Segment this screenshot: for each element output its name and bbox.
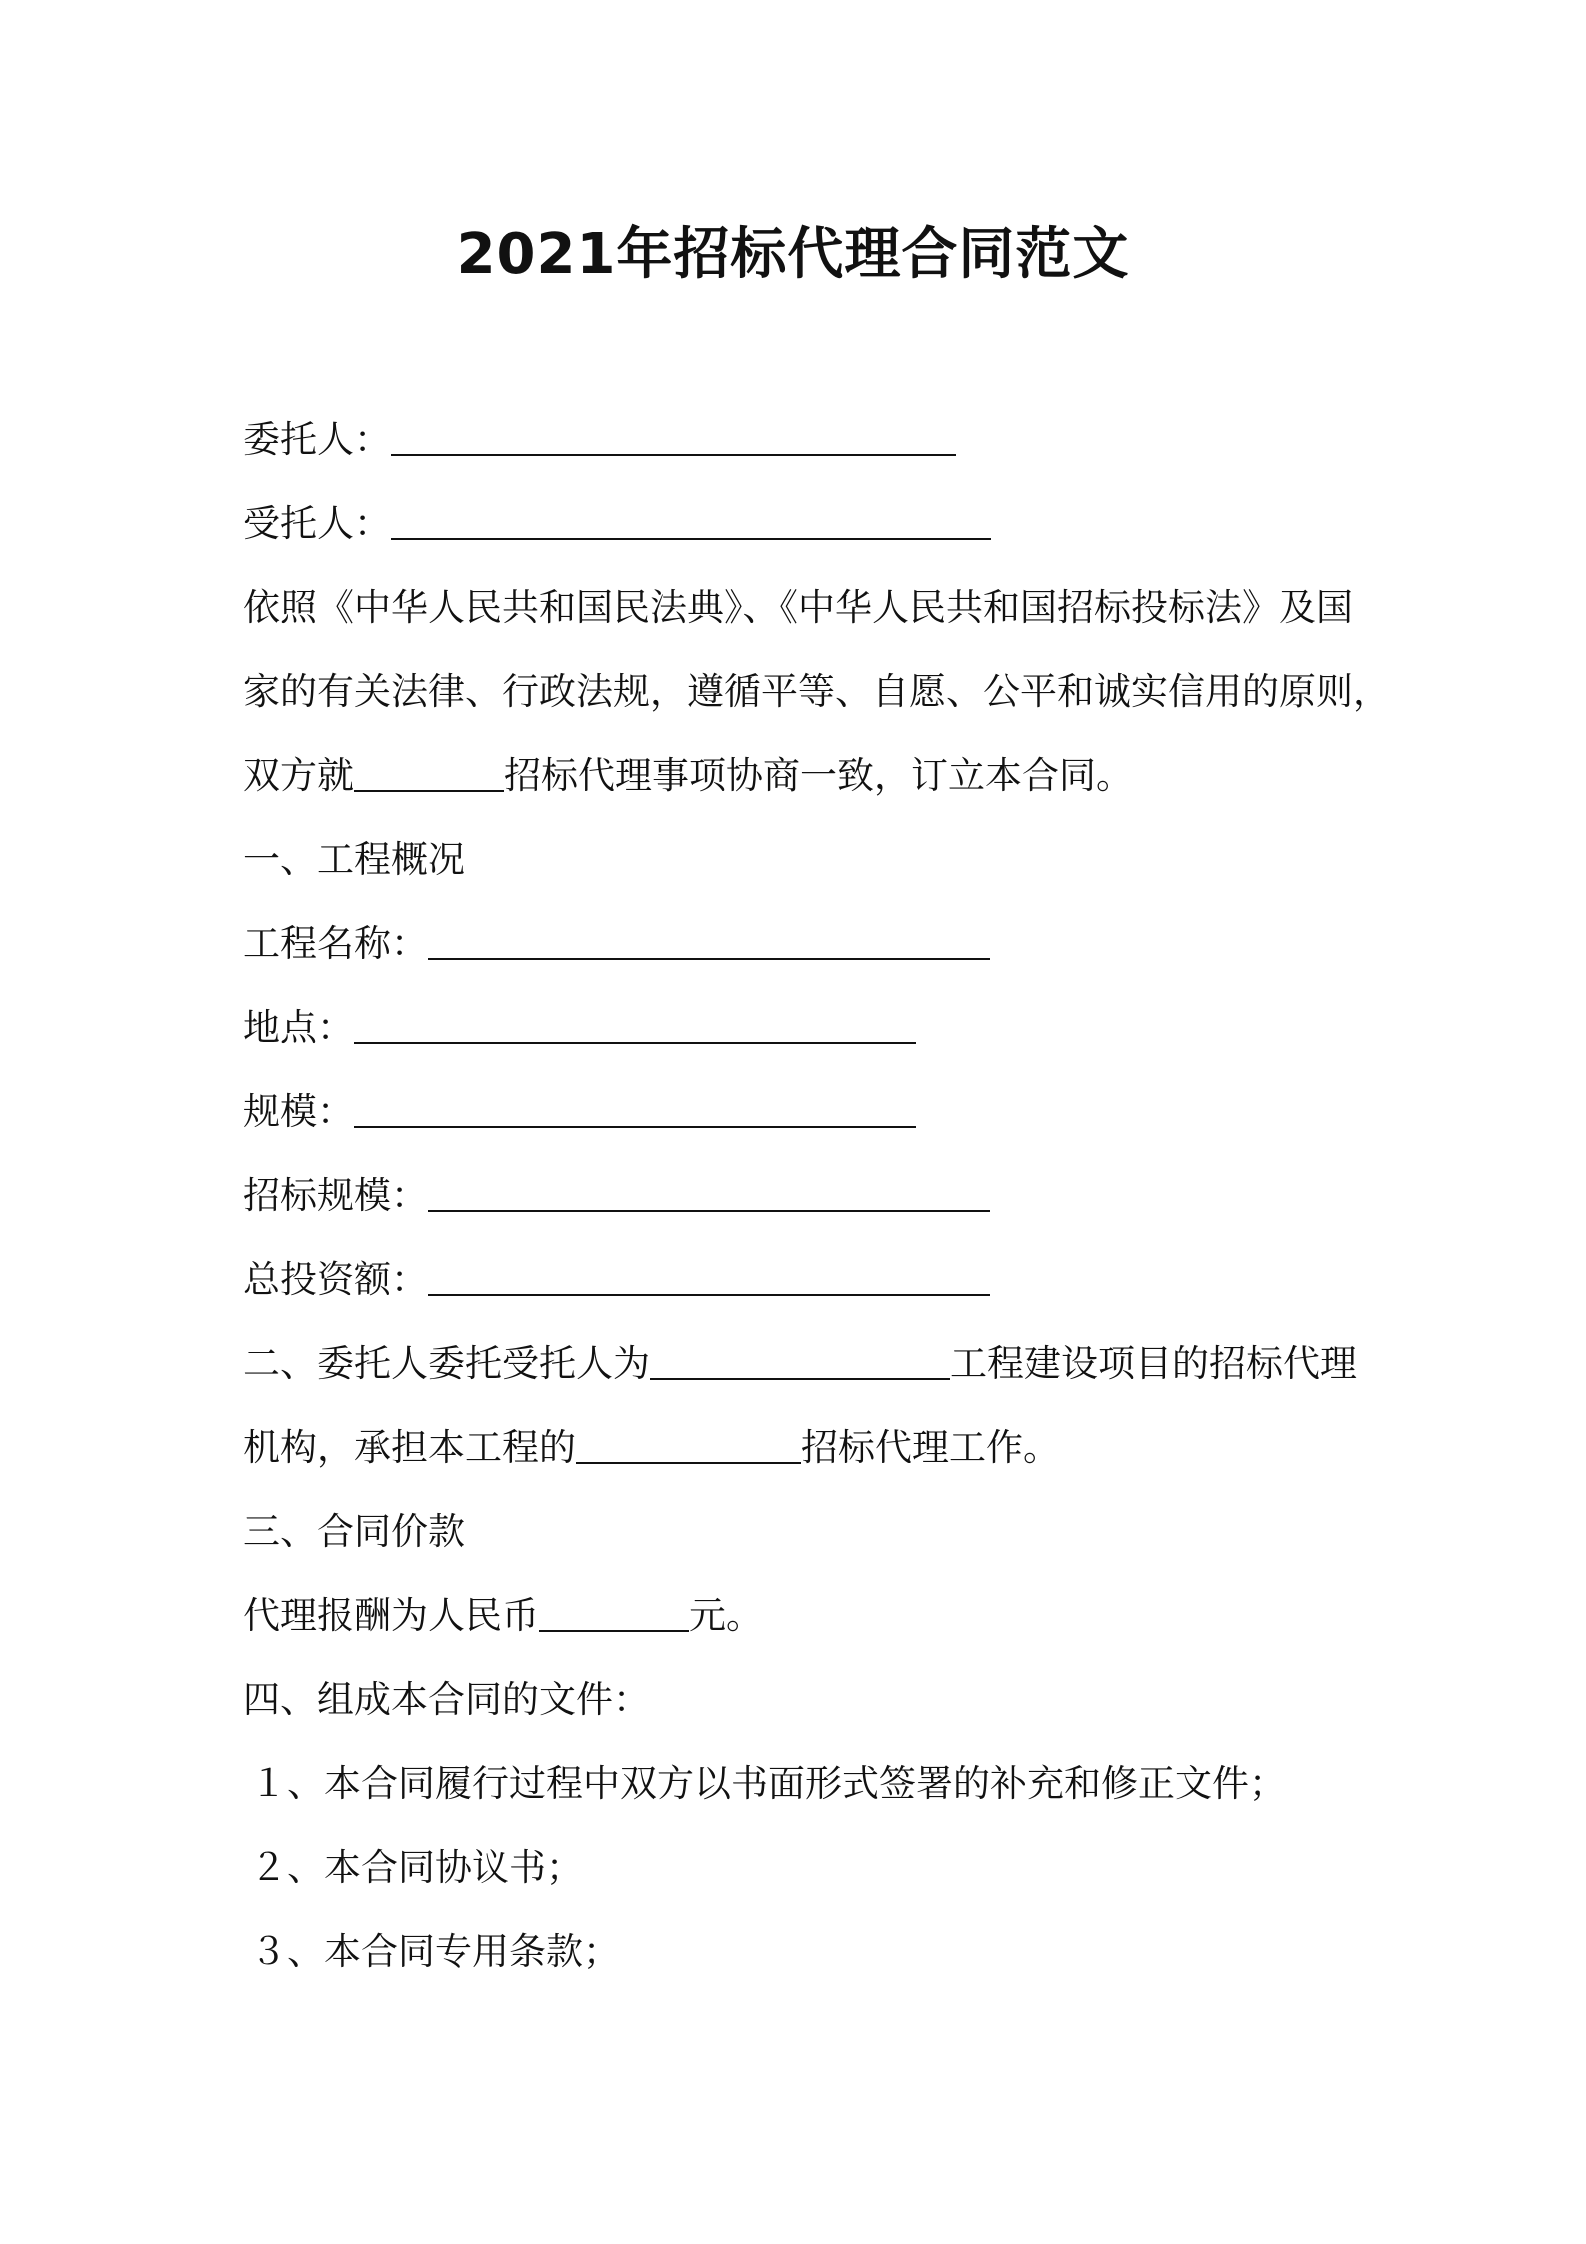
- preamble-text-b: 招标代理事项协商一致，订立本合同。: [504, 754, 1133, 797]
- section-2-text-d: 招标代理工作。: [801, 1426, 1060, 1469]
- document-title: 2021年招标代理合同范文: [456, 222, 1130, 287]
- fee-amount-blank[interactable]: [539, 1593, 689, 1632]
- tender-scale-label: 招标规模：: [243, 1174, 428, 1217]
- total-investment-label: 总投资额：: [243, 1258, 428, 1301]
- section-2-text-b: 工程建设项目的招标代理: [950, 1342, 1357, 1385]
- matter-blank[interactable]: [354, 753, 504, 792]
- scale-label: 规模：: [243, 1090, 354, 1133]
- location-line: [243, 986, 916, 1070]
- agent-line: [243, 482, 991, 566]
- total-investment-line: [243, 1238, 990, 1322]
- section-4-heading: 四、组成本合同的文件：: [243, 1678, 650, 1721]
- project-name-line: [243, 902, 990, 986]
- agent-label: 受托人：: [243, 502, 391, 545]
- scale-blank[interactable]: [354, 1089, 916, 1128]
- project-name-blank[interactable]: [428, 921, 990, 960]
- agency-work-blank[interactable]: [576, 1425, 801, 1464]
- preamble-line-1: 依照《中华人民共和国民法典》、《中华人民共和国招标投标法》及国: [243, 586, 1353, 629]
- tender-scale-blank[interactable]: [428, 1173, 990, 1212]
- fee-text-a: 代理报酬为人民币: [243, 1594, 539, 1637]
- client-blank[interactable]: [391, 417, 956, 456]
- preamble-line-3: [243, 734, 1133, 818]
- fee-text-b: 元。: [689, 1594, 763, 1637]
- section-1-heading: 一、工程概况: [243, 838, 465, 881]
- section-2-line-2: [243, 1406, 1060, 1490]
- project-name-label: 工程名称：: [243, 922, 428, 965]
- section-2-text-c: 机构，承担本工程的: [243, 1426, 576, 1469]
- doc-item-2: ２、本合同协议书；: [250, 1846, 583, 1889]
- total-investment-blank[interactable]: [428, 1257, 990, 1296]
- project-blank[interactable]: [650, 1341, 950, 1380]
- scale-line: [243, 1070, 916, 1154]
- location-blank[interactable]: [354, 1005, 916, 1044]
- section-2-text-a: 二、委托人委托受托人为: [243, 1342, 650, 1385]
- section-3-heading: 三、合同价款: [243, 1510, 465, 1553]
- client-line: [243, 398, 956, 482]
- tender-scale-line: [243, 1154, 990, 1238]
- agent-blank[interactable]: [391, 501, 991, 540]
- fee-line: [243, 1574, 763, 1658]
- client-label: 委托人：: [243, 418, 391, 461]
- doc-item-1: １、本合同履行过程中双方以书面形式签署的补充和修正文件；: [250, 1762, 1286, 1805]
- section-2-line-1: [243, 1322, 1357, 1406]
- preamble-line-2: 家的有关法律、行政法规，遵循平等、自愿、公平和诚实信用的原则，: [243, 670, 1390, 713]
- location-label: 地点：: [243, 1006, 354, 1049]
- doc-item-3: ３、本合同专用条款；: [250, 1930, 620, 1973]
- preamble-text-a: 双方就: [243, 754, 354, 797]
